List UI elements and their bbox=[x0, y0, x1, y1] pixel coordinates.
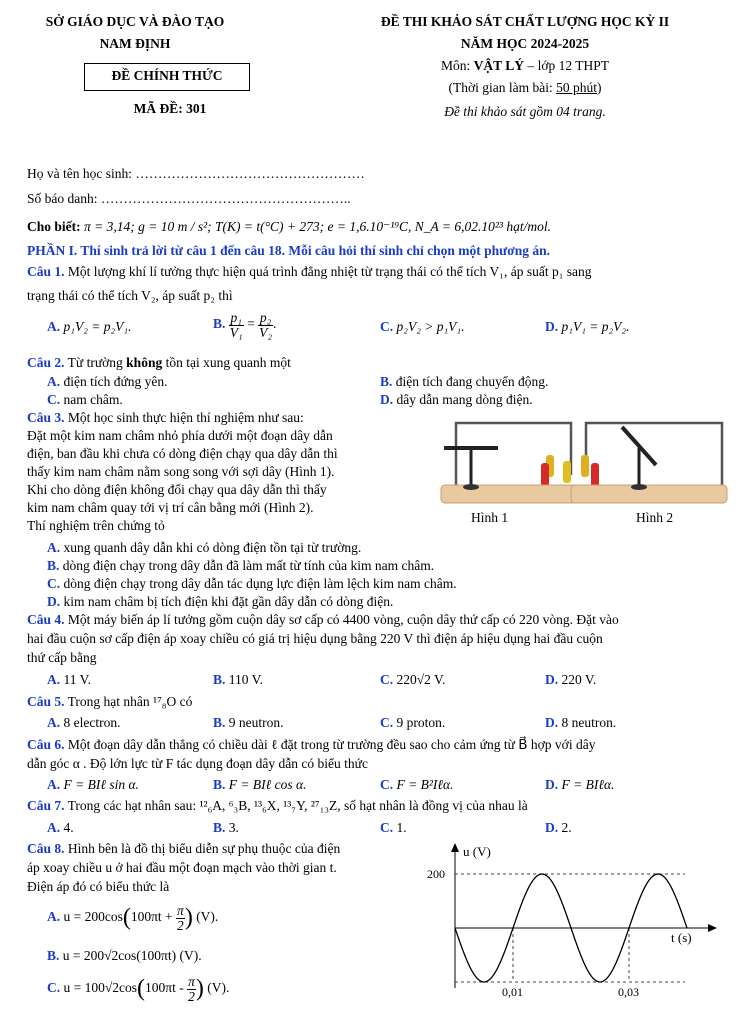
q6-option-d[interactable]: D. F = BIℓα. bbox=[545, 777, 615, 792]
student-id-field: Số báo danh: ……………………………………………….. bbox=[27, 191, 351, 206]
q4-line-3: thứ cấp bằng bbox=[27, 650, 97, 665]
exam-code: MÃ ĐỀ: 301 bbox=[133, 101, 207, 116]
exam-title-2: NĂM HỌC 2024-2025 bbox=[460, 36, 590, 51]
subject-line: Môn: VẬT LÝ – lớp 12 THPT bbox=[441, 58, 609, 73]
q5-option-d[interactable]: D. 8 neutron. bbox=[545, 715, 617, 730]
q1-option-c[interactable]: C. p₂V₂ > p₁V₁. bbox=[380, 319, 465, 334]
q7-option-d[interactable]: D. 2. bbox=[545, 820, 572, 835]
q8-line-3: Điện áp đó có biểu thức là bbox=[27, 879, 170, 894]
department-line-2: NAM ĐỊNH bbox=[99, 36, 171, 51]
q7-option-b[interactable]: B. 3. bbox=[213, 820, 239, 835]
q2-option-a[interactable]: A. điện tích đứng yên. bbox=[47, 374, 168, 389]
q5-option-a[interactable]: A. 8 electron. bbox=[47, 715, 121, 730]
given-constants: Cho biết: π = 3,14; g = 10 m / s²; T(K) = t(°C) + 273; e = 1,6.10⁻¹⁹C, N_A = 6,02.10²³ hạt/mol. bbox=[27, 219, 551, 234]
y-tick-200: 200 bbox=[427, 867, 445, 881]
q7-option-c[interactable]: C. 1. bbox=[380, 820, 407, 835]
q8-option-b[interactable]: B. u = 200√2cos(100πt) (V). bbox=[47, 948, 202, 963]
q3-line-3: thấy kim nam châm nằm song song với sợi dây (Hình 1). bbox=[27, 464, 335, 479]
part-1-heading: PHẦN I. Thí sinh trả lời từ câu 1 đến câu 18. Mỗi câu hỏi thí sinh chỉ chọn một phương án. bbox=[27, 243, 550, 258]
q2-option-b[interactable]: B. điện tích đang chuyển động. bbox=[380, 374, 549, 389]
exam-title-1: ĐỀ THI KHẢO SÁT CHẤT LƯỢNG HỌC KỲ II bbox=[380, 14, 670, 29]
question-6: Câu 6. Một đoạn dây dẫn thẳng có chiều dài ℓ đặt trong từ trường đều sao cho cảm ứng từ B⃗ hợp với dây bbox=[27, 737, 596, 752]
q3-line-5: kim nam châm quay tới vị trí cân bằng mới (Hình 2). bbox=[27, 500, 314, 515]
x-axis-label: t (s) bbox=[671, 930, 692, 945]
q1-option-b[interactable]: B. $\frac{\text{p₁}}{\text{V₁}}$ = $\frac{\text{p₂}}{\text{V₂}}$ . bbox=[213, 310, 277, 340]
pages-note: Đề thi khảo sát gồm 04 trang. bbox=[444, 104, 606, 119]
question-8: Câu 8. Hình bên là đồ thị biểu diễn sự phụ thuộc của điện bbox=[27, 841, 341, 856]
figure-1-caption: Hình 1 bbox=[471, 510, 509, 525]
figure-2 bbox=[571, 423, 727, 503]
y-axis-label: u (V) bbox=[463, 844, 491, 859]
q8-option-a[interactable]: A. u = 200cos(100πt + $\frac{\pi}{2}$ ) (V). bbox=[47, 903, 219, 933]
q6-option-c[interactable]: C. F = B²Iℓα. bbox=[380, 777, 454, 792]
q2-option-c[interactable]: C. nam châm. bbox=[47, 392, 123, 407]
q6-line-2: dẫn góc α . Độ lớn lực từ F tác dụng đoạn dây dẫn có biểu thức bbox=[27, 756, 368, 771]
x-tick-1: 0,01 bbox=[502, 985, 523, 998]
q3-line-1: Đặt một kim nam châm nhỏ phía dưới một đoạn dây dẫn bbox=[27, 428, 333, 443]
department-line-1: SỞ GIÁO DỤC VÀ ĐÀO TẠO bbox=[45, 14, 225, 29]
q4-line-2: hai đầu cuộn sơ cấp điện áp xoay chiều có giá trị hiệu dụng bằng 220 V thì điện áp hiệu dụng hai đầu cuộn bbox=[27, 631, 603, 646]
question-4: Câu 4. Một máy biến áp lí tưởng gồm cuộn dây sơ cấp có 4400 vòng, cuộn dây thứ cấp có 220 vòng. Đặt vào bbox=[27, 612, 619, 627]
time-line: (Thời gian làm bài: 50 phút) bbox=[448, 80, 602, 95]
q1-option-a[interactable]: A. p₁V₂ = p₂V₁. bbox=[47, 319, 132, 334]
compass-experiment-figure bbox=[416, 415, 730, 515]
question-1: Câu 1. Một lượng khí lí tưởng thực hiện quá trình đẳng nhiệt từ trạng thái có thể tích V₁, áp suất p₁ sang bbox=[27, 264, 592, 279]
question-2: Câu 2. Từ trường không tồn tại xung quanh một bbox=[27, 355, 291, 370]
q3-line-4: Khi cho dòng điện không đổi chạy qua dây dẫn thì thấy bbox=[27, 482, 327, 497]
x-axis-arrow bbox=[708, 924, 717, 932]
q8-option-c[interactable]: C. u = 100√2cos(100πt - $\frac{\pi}{2}$ ) (V). bbox=[47, 974, 230, 1004]
q4-option-c[interactable]: C. 220√2 V. bbox=[380, 672, 446, 687]
q6-option-b[interactable]: B. F = BIℓ cos α. bbox=[213, 777, 307, 792]
q3-option-d[interactable]: D. kim nam châm bị tích điện khi đặt gần dây dẫn có dòng điện. bbox=[47, 594, 394, 609]
q2-option-d[interactable]: D. dây dẫn mang dòng điện. bbox=[380, 392, 533, 407]
y-axis-arrow bbox=[451, 843, 459, 852]
q5-option-c[interactable]: C. 9 proton. bbox=[380, 715, 446, 730]
q4-option-b[interactable]: B. 110 V. bbox=[213, 672, 264, 687]
q5-option-b[interactable]: B. 9 neutron. bbox=[213, 715, 284, 730]
voltage-time-graph bbox=[425, 838, 725, 998]
question-5: Câu 5. Trong hạt nhân ¹⁷₈O có bbox=[27, 694, 193, 709]
official-label: ĐỀ CHÍNH THỨC bbox=[111, 68, 223, 83]
q4-option-a[interactable]: A. 11 V. bbox=[47, 672, 92, 687]
q3-option-a[interactable]: A. xung quanh dây dẫn khi có dòng điện tồn tại từ trường. bbox=[47, 540, 362, 555]
figure-1 bbox=[441, 423, 591, 503]
q3-option-b[interactable]: B. dòng điện chạy trong dây dẫn đã làm mất từ tính của kim nam châm. bbox=[47, 558, 435, 573]
q3-line-2: điện, ban đầu khi chưa có dòng điện chạy qua dây dẫn thì bbox=[27, 446, 338, 461]
question-3: Câu 3. Một học sinh thực hiện thí nghiệm như sau: bbox=[27, 410, 304, 425]
x-tick-2: 0,03 bbox=[618, 985, 639, 998]
question-1-line-2: trạng thái có thể tích V₂, áp suất p₂ thì bbox=[27, 288, 233, 303]
q3-line-6: Thí nghiệm trên chứng tỏ bbox=[27, 518, 165, 533]
q6-option-a[interactable]: A. F = BIℓ sin α. bbox=[47, 777, 139, 792]
q4-option-d[interactable]: D. 220 V. bbox=[545, 672, 597, 687]
q7-option-a[interactable]: A. 4. bbox=[47, 820, 74, 835]
q8-line-2: áp xoay chiều u ở hai đầu một đoạn mạch vào thời gian t. bbox=[27, 860, 337, 875]
question-7: Câu 7. Trong các hạt nhân sau: ¹²₆A, ⁶₃B, ¹³₆X, ¹³₇Y, ²⁷₁₃Z, số hạt nhân là đồng vị của nhau là bbox=[27, 798, 528, 813]
student-name-field: Họ và tên học sinh: …………………………………………… bbox=[27, 166, 365, 181]
figure-2-caption: Hình 2 bbox=[636, 510, 674, 525]
q1-option-d[interactable]: D. p₁V₁ = p₂V₂. bbox=[545, 319, 630, 334]
q3-option-c[interactable]: C. dòng điện chạy trong dây dẫn tác dụng lực điện làm lệch kim nam châm. bbox=[47, 576, 457, 591]
